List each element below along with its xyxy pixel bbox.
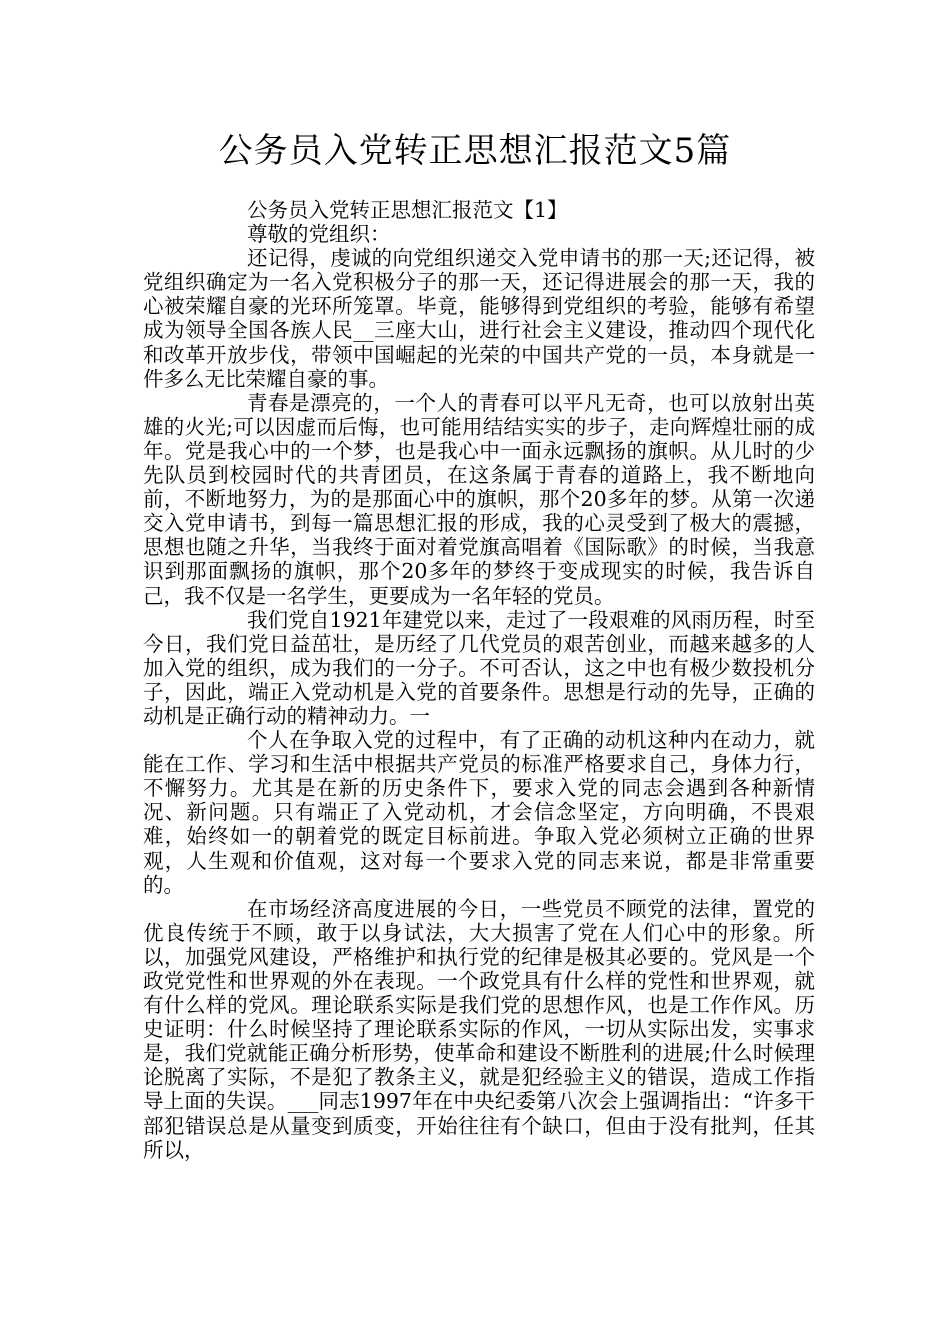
document-title: 公务员入党转正思想汇报范文5篇 (218, 131, 732, 171)
section-subtitle: 公务员入党转正思想汇报范文【1】 (247, 198, 568, 222)
paragraph-5: 在市场经济高度进展的今日，一些党员不顾党的法律，置党的优良传统于不顾，敢于以身试法，大大损害了党在人们心中的形象。所以，加强党风建设，严格维护和执行党的纪律是极其必要的。党风是一个政党党性和世界观的外在表现。一个政党具有什么样的党性和世界观，就有什么样的党风。理论联系实际是我们党的思想作风，也是工作作风。历史证明：什么时候坚持了理论联系实际的作风，一切从实际出发，实事求是，我们党就能正确分析形势，使革命和建设不断胜利的进展;什么时候理论脱离了实际，不是犯了教条主义，就是犯经验主义的错误，造成工作指导上面的失误。___同志1997年在中央纪委第八次会上强调指出：“许多干部犯错误总是从量变到质变，开始往往有个缺口，但由于没有批判，任其所以， (143, 896, 815, 1162)
paragraph-3: 我们党自1921年建党以来，走过了一段艰难的风雨历程，时至今日，我们党日益茁壮，是历经了几代党员的艰苦创业，而越来越多的人加入党的组织，成为我们的一分子。不可否认，这之中也有极少数投机分子，因此，端正入党动机是入党的首要条件。思想是行动的先导，正确的动机是正确行动的精神动力。一 (143, 607, 815, 728)
paragraph-2: 青春是漂亮的，一个人的青春可以平凡无奇，也可以放射出英雄的火光;可以因虚而后悔，也可能用结结实实的步子，走向辉煌壮丽的成年。党是我心中的一个梦，也是我心中一面永远飘扬的旗帜。从儿时的少先队员到校园时代的共青团员，在这条属于青春的道路上，我不断地向前，不断地努力，为的是那面心中的旗帜，那个20多年的梦。从第一次递交入党申请书，到每一篇思想汇报的形成，我的心灵受到了极大的震撼，思想也随之升华，当我终于面对着党旗高唱着《国际歌》的时候，当我意识到那面飘扬的旗帜，那个20多年的梦终于变成现实的时候，我告诉自己，我不仅是一名学生，更要成为一名年轻的党员。 (143, 390, 815, 608)
paragraph-1: 还记得，虔诚的向党组织递交入党申请书的那一天;还记得，被党组织确定为一名入党积极分子的那一天，还记得进展会的那一天，我的心被荣耀自豪的光环所笼罩。毕竟，能够得到党组织的考验，能够有希望成为领导全国各族人民__三座大山，进行社会主义建设，推动四个现代化和改革开放步伐，带领中国崛起的光荣的中国共产党的一员，本身就是一件多么无比荣耀自豪的事。 (143, 246, 815, 391)
salutation: 尊敬的党组织： (247, 222, 391, 247)
paragraph-4: 个人在争取入党的过程中，有了正确的动机这种内在动力，就能在工作、学习和生活中根据共产党员的标准严格要求自己，身体力行，不懈努力。尤其是在新的历史条件下，要求入党的同志会遇到各种新情况、新问题。只有端正了入党动机，才会信念坚定，方向明确，不畏艰难，始终如一的朝着党的既定目标前进。争取入党必须树立正确的世界观，人生观和价值观，这对每一个要求入党的同志来说，都是非常重要的。 (143, 728, 815, 897)
document-body (143, 198, 815, 1162)
